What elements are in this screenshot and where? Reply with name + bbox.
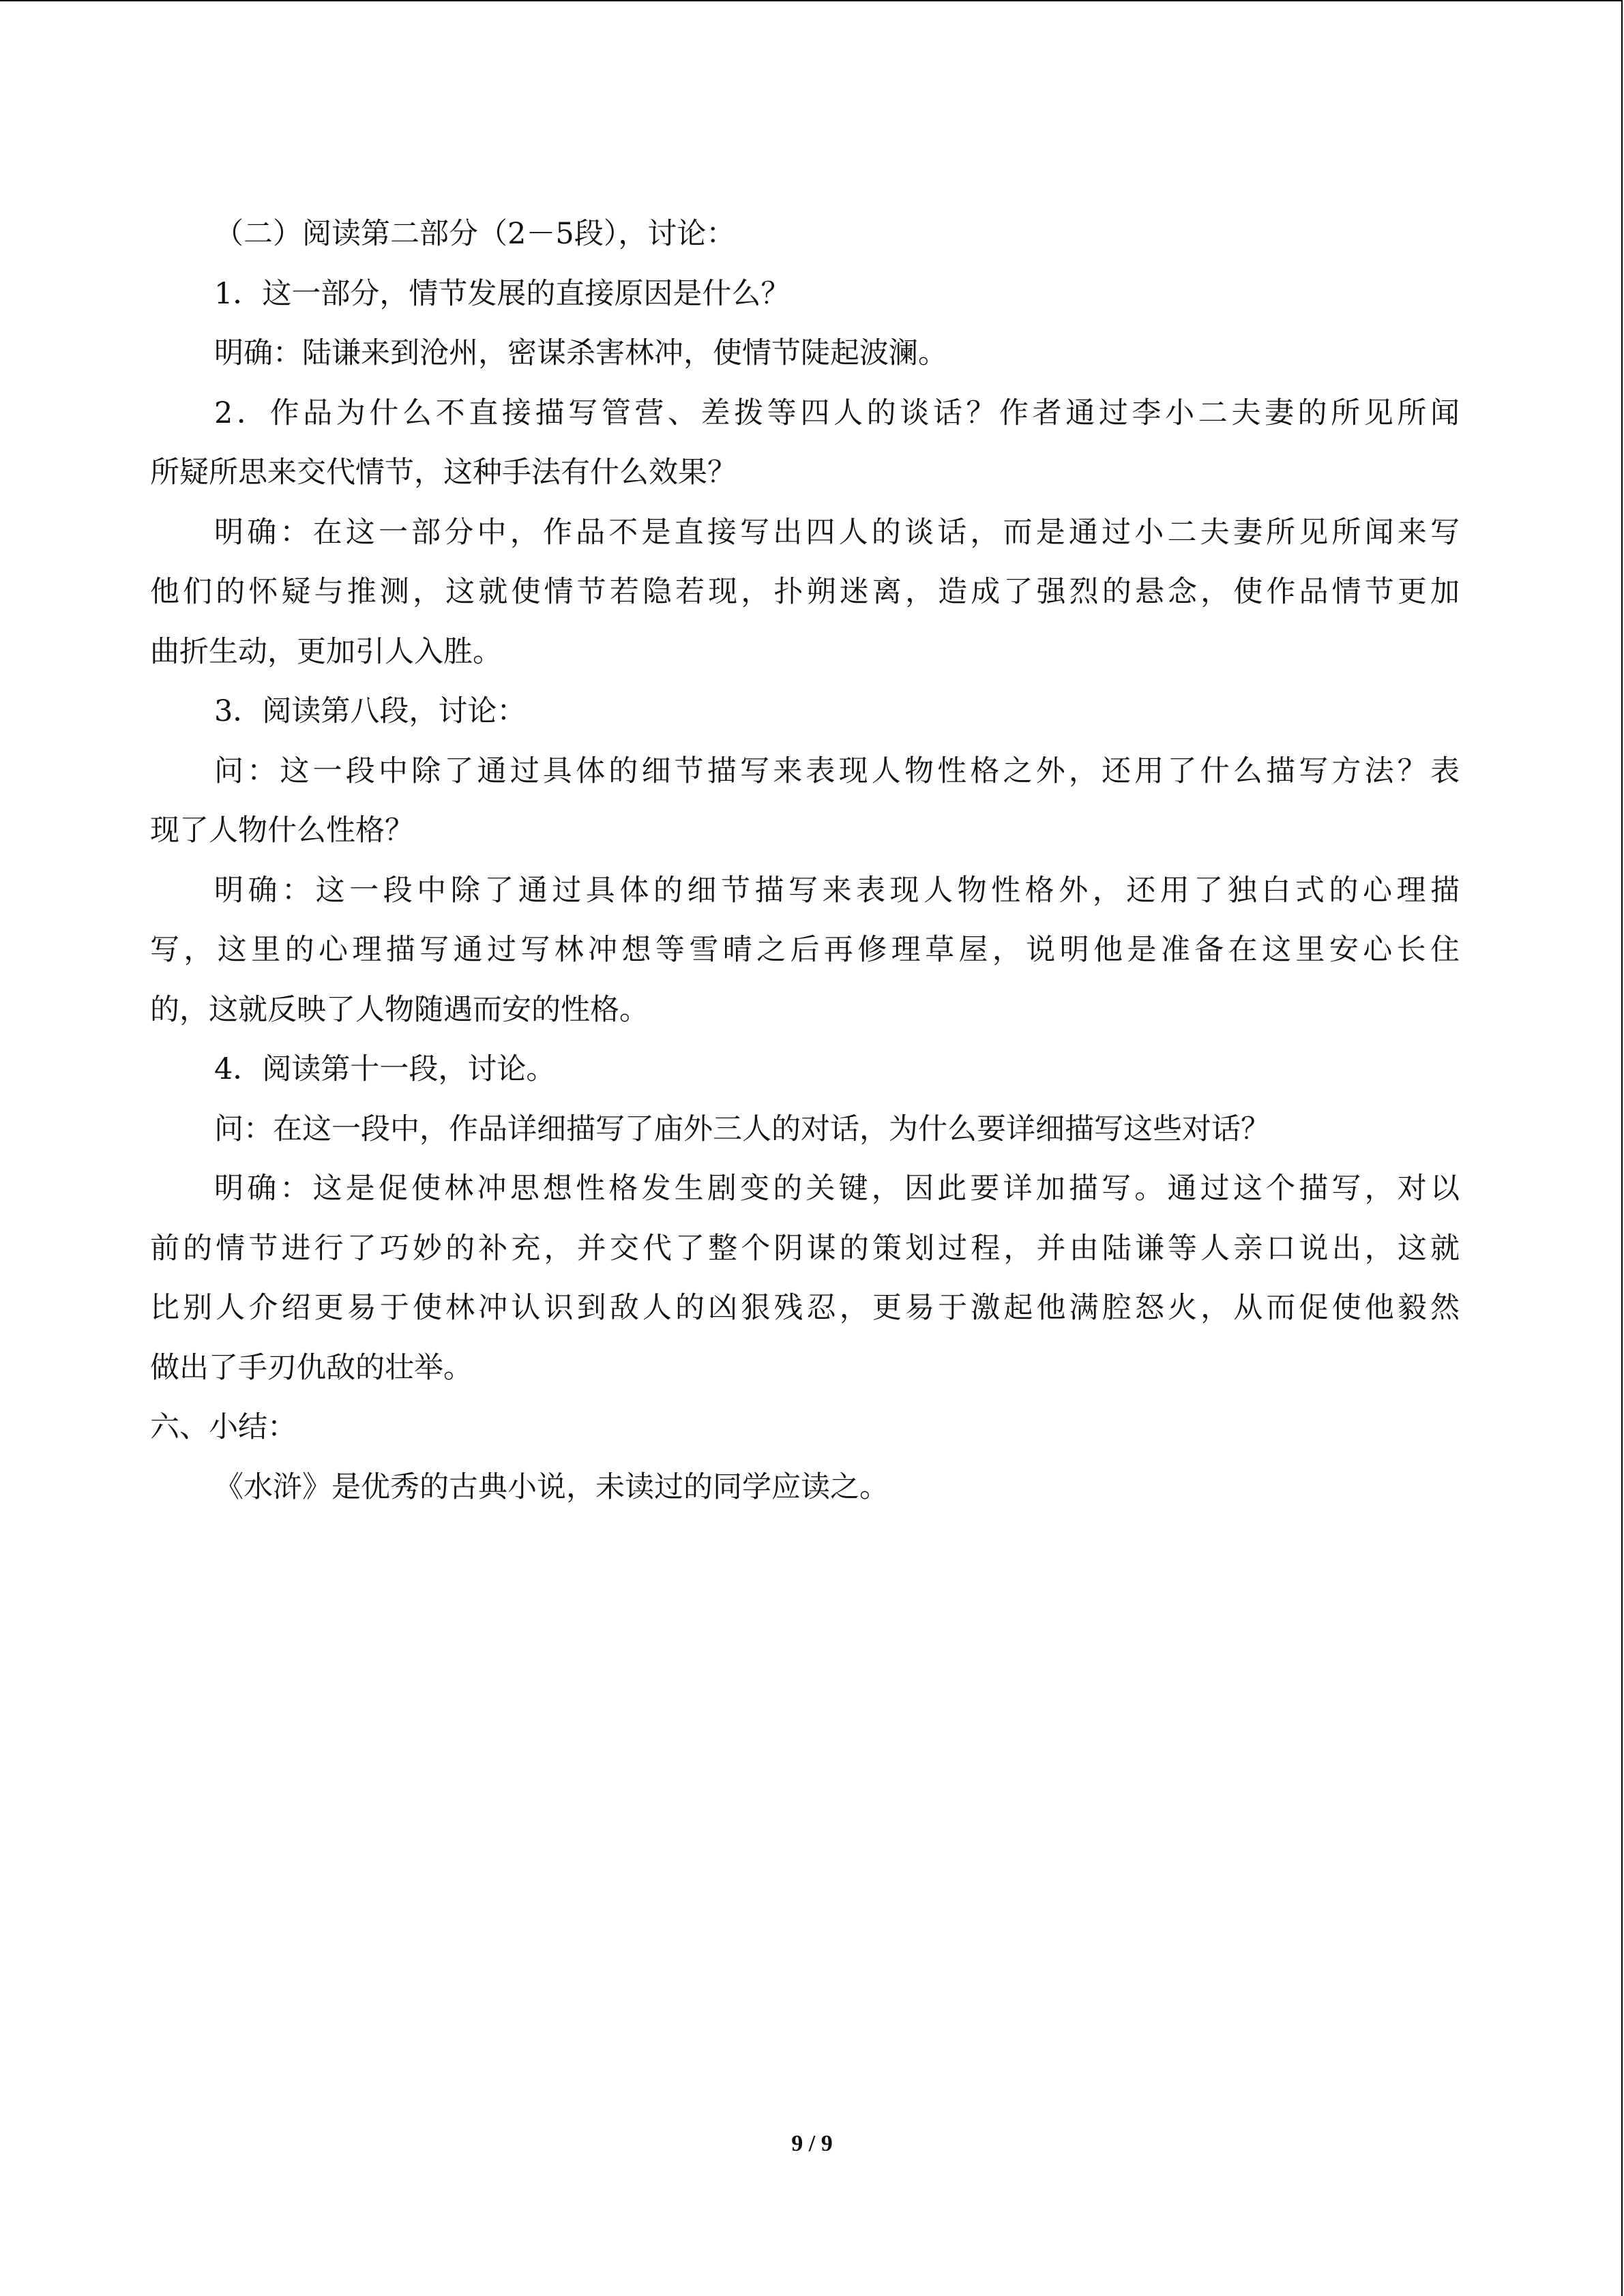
question-4: 问：在这一段中，作品详细描写了庙外三人的对话，为什么要详细描写这些对话？ — [214, 1112, 1270, 1146]
answer-3-line-1: 明确：这一段中除了通过具体的细节描写来表现人物性格外，还用了独白式的心理描 — [214, 873, 1460, 908]
answer-2-line-1: 明确：在这一部分中，作品不是直接写出四人的谈话，而是通过小二夫妻所见所闻来写 — [214, 515, 1460, 550]
answer-2-line-2: 他们的怀疑与推测，这就使情节若隐若现，扑朔迷离，造成了强烈的悬念，使作品情节更加 — [150, 575, 1460, 609]
answer-3-line-2: 写，这里的心理描写通过写林冲想等雪晴之后再修理草屋，说明他是准备在这里安心长住 — [150, 933, 1460, 967]
question-3-line-2: 现了人物什么性格？ — [150, 814, 414, 848]
question-2-line-2: 所疑所思来交代情节，这种手法有什么效果？ — [150, 456, 737, 490]
document-body — [150, 205, 1460, 1517]
answer-1: 明确：陆谦来到沧州，密谋杀害林冲，使情节陡起波澜。 — [214, 336, 947, 370]
section-heading-part-two: （二）阅读第二部分（2－5段），讨论： — [214, 217, 736, 251]
question-1: 1．这一部分，情节发展的直接原因是什么？ — [214, 276, 791, 311]
item-4-heading: 4．阅读第十一段，讨论。 — [214, 1052, 556, 1086]
answer-4-line-1: 明确：这是促使林冲思想性格发生剧变的关键，因此要详加描写。通过这个描写，对以 — [214, 1172, 1460, 1206]
question-3-line-1: 问：这一段中除了通过具体的细节描写来表现人物性格之外，还用了什么描写方法？表 — [214, 754, 1460, 788]
answer-4-line-3: 比别人介绍更易于使林冲认识到敌人的凶狠残忍，更易于激起他满腔怒火，从而促使他毅然 — [150, 1291, 1460, 1325]
answer-3-line-3: 的，这就反映了人物随遇而安的性格。 — [150, 992, 649, 1027]
item-3-heading: 3．阅读第八段，讨论： — [214, 694, 527, 728]
summary-text: 《水浒》是优秀的古典小说，未读过的同学应读之。 — [214, 1470, 889, 1504]
page-number: 9 / 9 — [791, 2131, 833, 2156]
answer-4-line-4: 做出了手刃仇敌的壮举。 — [150, 1350, 473, 1385]
section-heading-summary: 六、小结： — [150, 1410, 297, 1444]
answer-4-line-2: 前的情节进行了巧妙的补充，并交代了整个阴谋的策划过程，并由陆谦等人亲口说出，这就 — [150, 1231, 1460, 1266]
answer-2-line-3: 曲折生动，更加引人入胜。 — [150, 634, 502, 669]
question-2-line-1: 2．作品为什么不直接描写管营、差拨等四人的谈话？作者通过李小二夫妻的所见所闻 — [214, 396, 1460, 430]
